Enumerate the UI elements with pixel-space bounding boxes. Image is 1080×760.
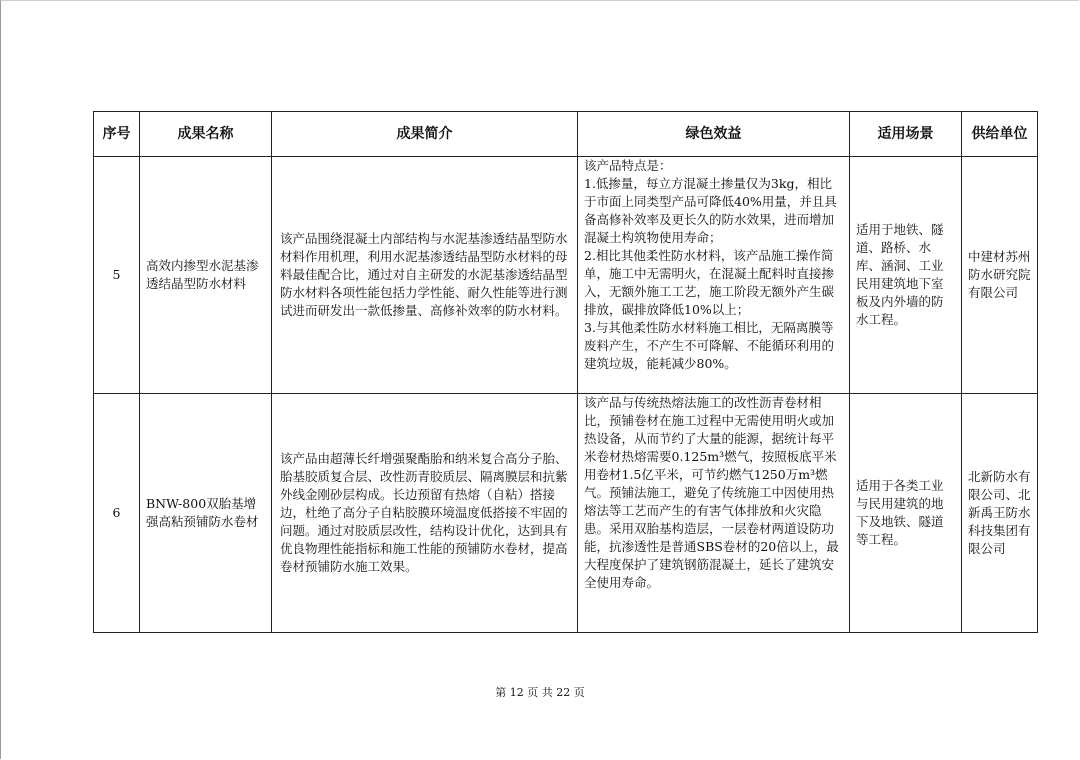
cell-intro: 该产品由超薄长纤增强聚酯胎和纳米复合高分子胎、胎基胶质复合层、改性沥青胶质层、隔离膜层和抗紫外线金刚砂层构成。长边预留有热熔（自粘）搭接边，杜绝了高分子自粘胶膜环境温度低搭接不牢固的问题。通过对胶质层改性，结构设计优化，达到具有优良物理性能指标和施工性能的预铺防水卷材，提高卷材预铺防水施工效果。 — [272, 394, 578, 633]
table-row — [94, 394, 1038, 633]
header-num: 序号 — [94, 112, 140, 157]
cell-num: 6 — [94, 394, 140, 633]
cell-scene: 适用于地铁、隧道、路桥、水库、涵洞、工业民用建筑地下室板及内外墙的防水工程。 — [850, 157, 962, 394]
achievements-table — [93, 111, 1038, 633]
cell-benefit — [578, 157, 850, 394]
page-number: 第 12 页 共 22 页 — [495, 686, 585, 699]
header-supplier: 供给单位 — [962, 112, 1038, 157]
table-row — [94, 157, 1038, 394]
cell-scene: 适用于各类工业与民用建筑的地下及地铁、隧道等工程。 — [850, 394, 962, 633]
cell-num: 5 — [94, 157, 140, 394]
cell-supplier: 北新防水有限公司、北新禹王防水科技集团有限公司 — [962, 394, 1038, 633]
table-header-row — [94, 112, 1038, 157]
cell-name: BNW-800双胎基增强高粘预铺防水卷材 — [140, 394, 272, 633]
cell-intro: 该产品围绕混凝土内部结构与水泥基渗透结晶型防水材料作用机理，利用水泥基渗透结晶型防水材料的母料最佳配合比，通过对自主研发的水泥基渗透结晶型防水材料各项性能包括力学性能、耐久性能等进行测试进而研发出一款低掺量、高修补效率的防水材料。 — [272, 157, 578, 394]
cell-supplier: 中建材苏州防水研究院有限公司 — [962, 157, 1038, 394]
benefit-text: 该产品特点是： 1.低掺量，每立方混凝土掺量仅为3kg，相比于市面上同类型产品可降低40%用量，并且具备高修补效率及更长久的防水效果，进而增加混凝土构筑物使用寿命； 2.相比其他柔性防水材料，该产品施工操作简单，施工中无需明火，在混凝土配料时直接掺入，无额外施工工艺，施工阶段无额外产生碳排放，碳排放降低10%以上； 3.与其他柔性防水材料施工相比，无隔离膜等废料产生，不产生不可降解、不能循环利用的建筑垃圾，能耗减少80%。 — [584, 158, 837, 371]
header-scene: 适用场景 — [850, 112, 962, 157]
header-name: 成果名称 — [140, 112, 272, 157]
cell-benefit — [578, 394, 850, 633]
cell-name: 高效内掺型水泥基渗透结晶型防水材料 — [140, 157, 272, 394]
header-benefit: 绿色效益 — [578, 112, 850, 157]
benefit-text: 该产品与传统热熔法施工的改性沥青卷材相比，预铺卷材在施工过程中无需使用明火或加热设备，从而节约了大量的能源，据统计每平米卷材热熔需要0.125m³燃气，按照板底平米用卷材1.5亿平米，可节约燃气1250万m³燃气。预铺法施工，避免了传统施工中因使用热熔法等工艺而产生的有害气体排放和火灾隐患。采用双胎基构造层，一层卷材两道设防功能，抗渗透性是普通SBS卷材的20倍以上，最大程度保护了建筑钢筋混凝土，延长了建筑安全使用寿命。 — [584, 395, 839, 590]
header-intro: 成果简介 — [272, 112, 578, 157]
